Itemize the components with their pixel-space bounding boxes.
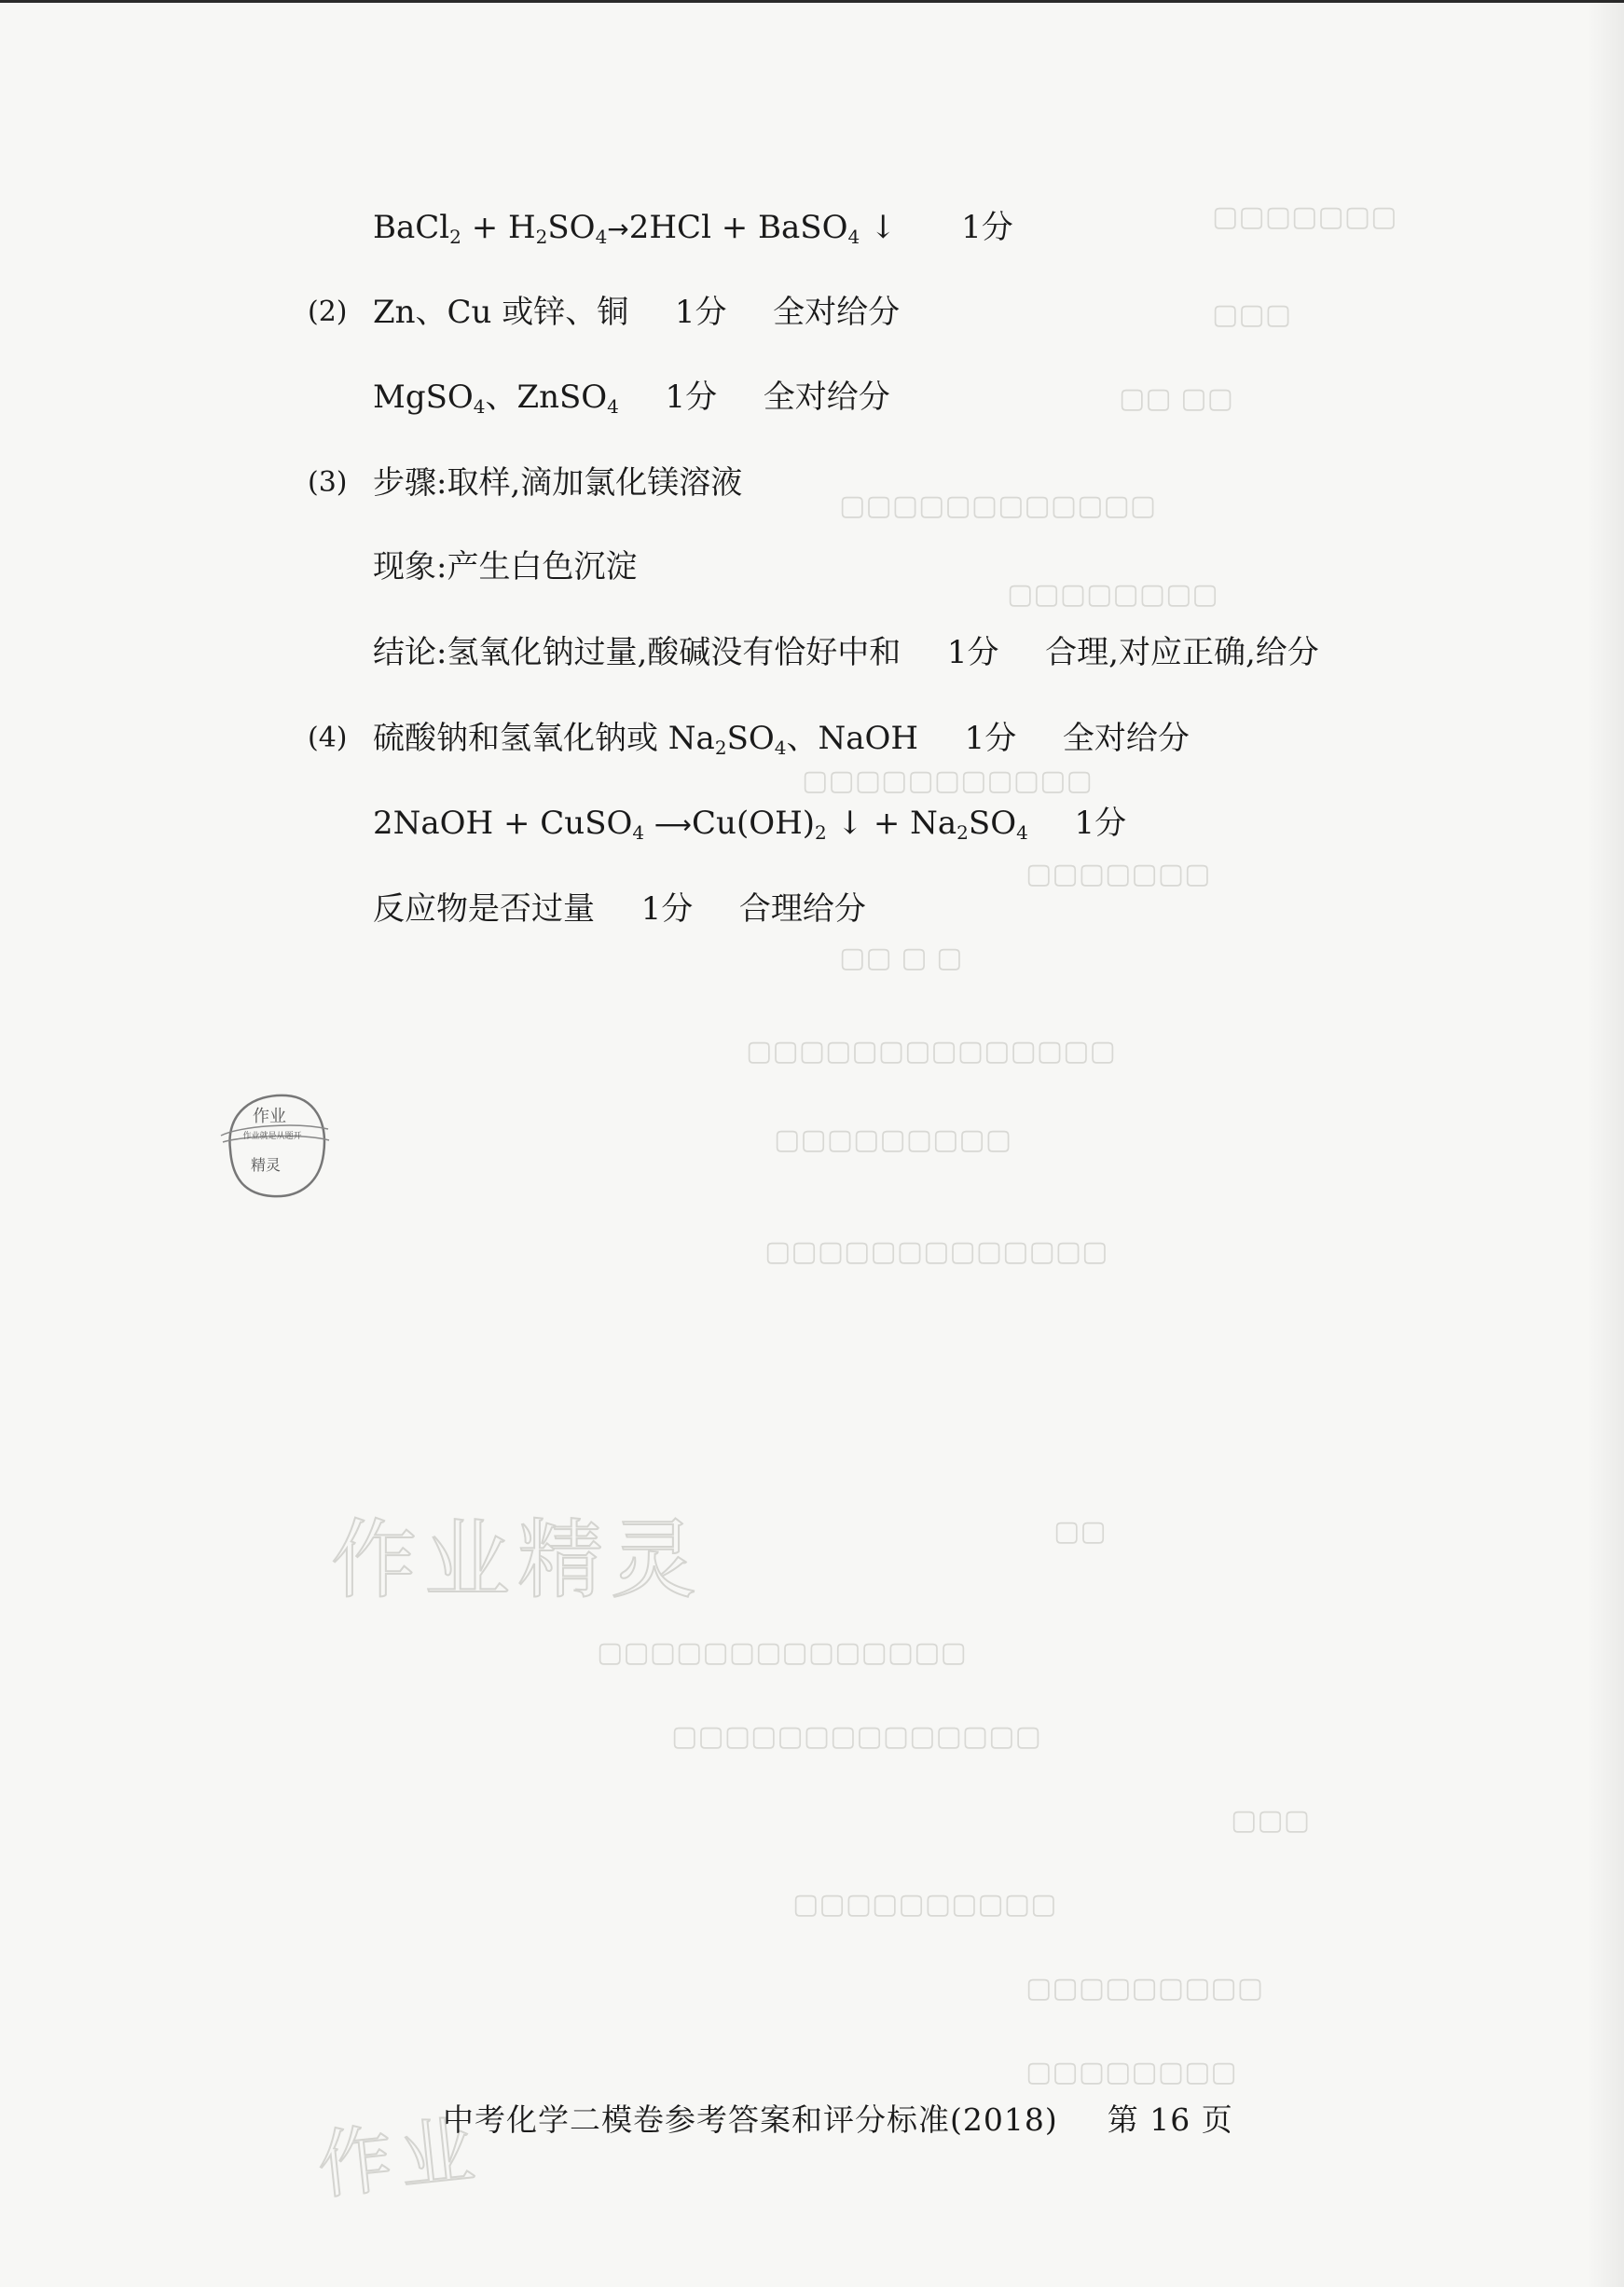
stamp-top-text: 作业	[253, 1107, 286, 1126]
answer-text: 、NaOH	[786, 720, 919, 757]
subscript: 4	[595, 226, 608, 248]
item-number: (2)	[308, 296, 348, 328]
item-number: (4)	[308, 722, 348, 754]
equation-text: Cu(OH)	[692, 805, 816, 842]
score-label: 1分	[1074, 805, 1127, 842]
answer-conclusion: 结论:氢氧化钠过量,酸碱没有恰好中和	[373, 634, 901, 671]
subscript: 4	[473, 395, 486, 418]
top-border	[0, 0, 1624, 3]
equation-line-4	[373, 803, 1126, 853]
subscript: 2	[815, 821, 827, 844]
precipitate-arrow-icon: ↓	[870, 209, 897, 246]
equation-line-1	[373, 207, 1013, 257]
answer-line-4c	[373, 889, 866, 930]
answer-text: 、ZnSO	[485, 379, 608, 416]
bleed-through-text: ▢▢▢▢▢▢▢▢	[1025, 2056, 1237, 2088]
bleed-through-text: ▢▢▢	[1231, 1804, 1311, 1837]
score-label: 1分	[964, 720, 1017, 757]
subscript: 2	[535, 226, 548, 248]
scoring-note: 合理,对应正确,给分	[1045, 634, 1319, 671]
page-number: 第 16 页	[1107, 2101, 1233, 2138]
score-label: 1分	[640, 890, 694, 928]
answer-text: 硫酸钠和氢氧化钠或 Na	[373, 720, 715, 757]
subscript: 2	[449, 226, 461, 248]
answer-conclusion-line	[373, 632, 1319, 673]
scoring-note: 全对给分	[773, 294, 901, 331]
equation-text: ↓ + Na	[826, 805, 957, 842]
score-label: 1分	[961, 209, 1013, 246]
stamp-middle-text: 作业就是从题开	[242, 1132, 302, 1141]
reaction-arrow-icon: ⟶	[654, 809, 693, 840]
item-number: (3)	[308, 466, 348, 499]
score-label: 1分	[674, 294, 727, 331]
answer-phenomenon: 现象:产生白色沉淀	[373, 548, 638, 586]
page-footer	[443, 2096, 1233, 2140]
bleed-through-text: ▢▢▢	[1212, 298, 1292, 331]
footer-title: 中考化学二模卷参考答案和评分标准(2018)	[443, 2101, 1058, 2138]
bleed-through-text: ▢▢▢▢▢▢▢▢	[1007, 578, 1218, 611]
equation-text: SO	[547, 209, 596, 246]
bleed-through-text: ▢▢▢▢▢▢▢	[1025, 858, 1211, 890]
bleed-through-text: ▢▢▢▢▢▢▢▢▢▢▢▢▢▢	[746, 1035, 1116, 1068]
watermark-logo: 作业	[313, 2106, 487, 2210]
equation-text: BaCl	[373, 209, 450, 246]
watermark-logo: 作业精灵	[331, 1510, 705, 1610]
bleed-through-text: ▢▢▢▢▢▢▢▢▢	[774, 1123, 1012, 1156]
equation-text: 2NaOH + CuSO	[373, 805, 633, 842]
subscript: 2	[957, 821, 969, 844]
answer-text: MgSO	[373, 379, 474, 416]
bleed-through-text: ▢▢▢▢▢▢▢▢▢	[1025, 1972, 1264, 2005]
equation-text: SO	[968, 805, 1017, 842]
score-label: 1分	[946, 634, 999, 671]
answer-text: SO	[726, 720, 775, 757]
answer-line-2b	[373, 377, 890, 427]
subscript: 4	[847, 226, 860, 248]
scoring-note: 合理给分	[738, 890, 866, 928]
subscript: 4	[607, 395, 619, 418]
answer-step: 步骤:取样,滴加氯化镁溶液	[373, 464, 743, 502]
bleed-through-text: ▢▢▢▢▢▢▢▢▢▢	[792, 1888, 1057, 1921]
scoring-note: 全对给分	[1062, 720, 1190, 757]
stamp-bottom-text: 精灵	[250, 1156, 282, 1174]
bleed-through-text: ▢▢ ▢▢	[1119, 382, 1233, 415]
answer-text: 反应物是否过量	[373, 890, 595, 928]
answer-line-2	[373, 292, 900, 333]
bleed-through-text: ▢▢▢▢▢▢▢▢▢▢▢▢▢▢	[597, 1636, 967, 1669]
bleed-through-text: ▢▢▢▢▢▢▢▢▢▢▢	[802, 765, 1093, 797]
equation-text: + H	[461, 209, 536, 246]
equation-text: 2HCl + BaSO	[628, 209, 848, 246]
logo-stamp	[212, 1084, 333, 1205]
reaction-arrow-icon: →	[607, 214, 629, 244]
subscript: 4	[774, 737, 787, 759]
bleed-through-text: ▢▢	[1053, 1515, 1107, 1548]
page-edge-shadow	[1587, 0, 1624, 2287]
scoring-note: 全对给分	[763, 379, 890, 416]
bleed-through-text: ▢▢ ▢ ▢	[839, 942, 963, 974]
answer-text: Zn、Cu 或锌、铜	[373, 294, 629, 331]
subscript: 4	[632, 821, 645, 844]
bleed-through-text: ▢▢▢▢▢▢▢▢▢▢▢▢▢	[764, 1235, 1108, 1268]
subscript: 4	[1016, 821, 1028, 844]
score-label: 1分	[665, 379, 718, 416]
subscript: 2	[714, 737, 727, 759]
bleed-through-text: ▢▢▢▢▢▢▢▢▢▢▢▢	[839, 489, 1157, 522]
bleed-through-text: ▢▢▢▢▢▢▢▢▢▢▢▢▢▢	[671, 1720, 1041, 1753]
bleed-through-text: ▢▢▢▢▢▢▢	[1212, 200, 1397, 233]
answer-line-4	[373, 718, 1190, 768]
